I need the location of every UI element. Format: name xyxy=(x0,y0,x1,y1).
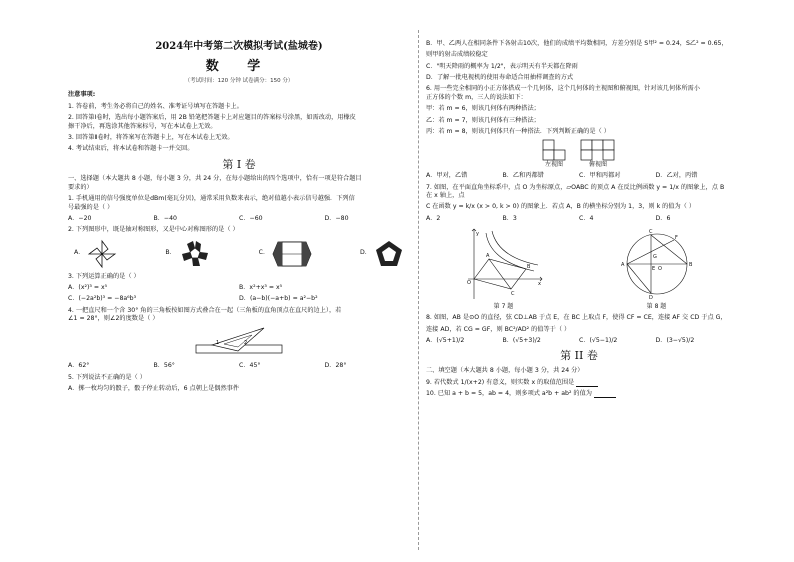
option-c: C．(−2a²b)³ = −8a⁶b³ xyxy=(68,295,137,303)
option-c: C．4 xyxy=(579,214,594,222)
svg-text:B: B xyxy=(688,262,692,269)
pentagon-flower-figure xyxy=(179,239,211,269)
circle-geometry-figure xyxy=(619,227,695,301)
column-divider xyxy=(418,30,419,550)
question-8-options xyxy=(426,337,732,345)
note-1: 1. 答卷前，考生务必将自己的姓名、准考证号填写在答题卡上。 xyxy=(68,102,243,110)
note-2-cont: 擦干净后，再选涂其他答案标号，写在本试卷上无效。 xyxy=(68,122,217,130)
section-2-title: 第 II 卷 xyxy=(560,349,598,363)
option-d: D．乙对，丙错 xyxy=(655,172,698,180)
ruler-triangle-figure xyxy=(194,325,284,359)
question-8-cont: 连接 AD，若 CG = GF，则 BC²/AD² 的值等于（ ） xyxy=(426,325,571,333)
question-7-options xyxy=(426,215,732,223)
option-a: A．甲对，乙错 xyxy=(426,172,468,180)
question-3: 3. 下列运算正确的是（ ） xyxy=(68,272,140,280)
svg-text:x: x xyxy=(537,281,541,288)
question-1-cont: 号最强的是（ ） xyxy=(68,203,114,211)
note-2: 2. 回答第Ⅰ卷时，选出每小题答案后，用 2B 铅笔把答题卡上对应题目的答案标号涂黑，如需改动，用橡皮 xyxy=(68,114,356,122)
question-5-option-c: C．"明天降雨的概率为 1/2"，表示明天有半天都在降雨 xyxy=(426,62,578,70)
question-7-cont: C 在函数 y = k/x (x > 0, k > 0) 的图象上．若点 A，B 的横坐标分别为 1，3，则 k 的值为（ ） xyxy=(426,203,696,211)
option-c: C．甲和丙都对 xyxy=(579,172,621,180)
option-b: B．3 xyxy=(502,214,517,222)
q2-option-d xyxy=(360,239,404,269)
option-c: C．(√5−1)/2 xyxy=(579,336,618,344)
option-c: C．−60 xyxy=(239,214,263,222)
question-6-yi: 乙：若 m = 7，则该几何体有三种搭法； xyxy=(426,116,540,124)
svg-text:G: G xyxy=(652,254,657,261)
left-column xyxy=(68,38,410,394)
subject-title: 数 学 xyxy=(205,58,273,74)
question-3-options-row2 xyxy=(68,295,410,303)
question-10-text: 10. 已知 a + b = 5，ab = 4，则多项式 a²b + ab² 的值为 xyxy=(426,389,592,397)
part2-intro: 二、填空题（本大题共 8 小题，每小题 3 分，共 24 分） xyxy=(426,367,584,375)
pinwheel-figure xyxy=(87,239,117,269)
svg-text:O: O xyxy=(657,266,662,273)
question-2-figures xyxy=(74,239,404,269)
svg-text:B: B xyxy=(526,264,530,271)
right-column xyxy=(426,40,732,398)
question-1: 1. 手机通用的信号强度单位是dBm(毫瓦分贝)，通常采用负数来表示，绝对值越小表示信号越强．下列信 xyxy=(68,195,355,203)
q7-q8-figures xyxy=(426,227,732,311)
option-d: D．6 xyxy=(655,214,671,222)
exam-title: 2024年中考第二次模拟考试(盐城卷) xyxy=(155,41,323,52)
option-d: D．(a−b)(−a+b) = a²−b² xyxy=(239,295,318,303)
option-a: A．(x²)³ = x⁵ xyxy=(68,283,108,291)
svg-text:C: C xyxy=(648,229,652,236)
question-2: 2. 下列图形中，既是轴对称图形，又是中心对称图形的是（ ） xyxy=(68,226,239,234)
option-b: B．乙和丙都错 xyxy=(502,172,544,180)
top-view-figure xyxy=(580,139,616,161)
q2-option-a xyxy=(74,239,117,269)
question-1-options xyxy=(68,215,410,223)
part1-intro: 一、选择题（本大题共 8 小题，每小题 3 分，共 24 分，在每小题给出的四个选项中，恰有一项是符合题目 xyxy=(68,175,362,183)
question-4: 4. 一把直尺和一个含 30° 角的三角板按如图方式叠合在一起（三角板的直角顶点在直尺的边上），若 xyxy=(68,306,342,314)
option-d: D．28° xyxy=(324,362,347,370)
option-b: B．(√5+3)/2 xyxy=(502,336,541,344)
q6-top-view xyxy=(580,139,616,169)
exam-info: （考试时间：120 分钟 试卷满分：150 分） xyxy=(184,78,294,85)
option-d: D．(3−√5)/2 xyxy=(655,336,695,344)
question-6-options xyxy=(426,172,732,180)
question-9 xyxy=(426,379,732,387)
notes-heading: 注意事项: xyxy=(68,91,96,99)
note-3: 3. 回答第Ⅱ卷时，将答案写在答题卡上，写在本试卷上无效。 xyxy=(68,133,234,141)
question-4-options xyxy=(68,362,410,370)
figure-7-caption: 第 7 题 xyxy=(493,303,514,311)
q2-option-b xyxy=(165,239,210,269)
question-3-options-row1 xyxy=(68,284,410,292)
svg-text:y: y xyxy=(475,231,479,238)
figure-8-caption: 第 8 题 xyxy=(646,303,667,311)
question-6: 6. 用一些完全相同的小正方体搭成一个几何体，这个几何体的主视图和俯视图，针对该几何体所需小 xyxy=(426,85,700,93)
figure-7 xyxy=(464,227,544,311)
option-b: B．x²+x³ = x⁵ xyxy=(239,283,283,291)
q6-left-view xyxy=(542,139,566,169)
option-d: D．−80 xyxy=(324,214,349,222)
question-5: 5. 下列说法不正确的是（ ） xyxy=(68,373,146,381)
nested-pentagon-figure xyxy=(374,239,404,269)
question-5-option-a: A．掷一枚均匀的骰子，骰子停止转动后，6 点朝上是偶然事件 xyxy=(68,385,240,393)
left-view-figure xyxy=(542,139,566,161)
option-a: A．−20 xyxy=(68,214,92,222)
question-5-option-b: B．甲、乙两人在相同条件下各射击10次，他们的成绩平均数相同，方差分别是 S甲² = 0.24，S乙² = 0.65， xyxy=(426,40,728,47)
option-b: B．−40 xyxy=(153,214,177,222)
coordinate-plane-figure xyxy=(464,227,544,301)
q2-label-d: D． xyxy=(360,249,371,257)
svg-text:F: F xyxy=(674,235,678,242)
q4-figure-wrap xyxy=(68,325,410,359)
note-4: 4. 考试结束后，将本试卷和答题卡一并交回。 xyxy=(68,145,194,153)
q2-option-c xyxy=(259,240,313,268)
figure-8 xyxy=(619,227,695,311)
option-a: A．(√5+1)/2 xyxy=(426,336,465,344)
svg-text:A: A xyxy=(485,253,489,260)
part1-intro-cont: 要求的） xyxy=(68,183,93,191)
question-6-jia: 甲：若 m = 6，则该几何体有两种搭法； xyxy=(426,105,540,113)
top-view-caption: 俯视图 xyxy=(588,161,607,169)
answer-blank xyxy=(576,380,598,387)
question-6-cont: 正方体的个数 m，三人的说法如下： xyxy=(426,93,527,101)
q2-label-c: C． xyxy=(258,249,270,257)
svg-text:A: A xyxy=(620,262,624,269)
question-7: 7. 如图，在平面直角坐标系中，点 O 为坐标原点，▱OABC 的顶点 A 在反比例函数 y = 1/x 的图象上，点 B 在 x 轴上，点 xyxy=(426,183,725,200)
q6-figures xyxy=(426,139,732,169)
option-a: A．62° xyxy=(68,362,90,370)
svg-text:C: C xyxy=(510,291,514,298)
question-6-bing: 丙：若 m = 8，则该几何体只有一种搭法．下列判断正确的是（ ） xyxy=(426,127,610,135)
section-1-title: 第 I 卷 xyxy=(222,157,256,171)
question-4-cont: ∠1 = 28°，则∠2的度数是（ ） xyxy=(68,315,159,323)
q2-label-a: A． xyxy=(74,249,85,257)
q2-label-b: B． xyxy=(165,249,176,257)
left-view-caption: 左视图 xyxy=(544,161,563,169)
svg-text:1: 1 xyxy=(216,340,220,347)
option-b: B．56° xyxy=(153,362,175,370)
question-9-text: 9. 若代数式 1/(x+2) 有意义，则实数 x 的取值范围是 xyxy=(426,378,575,386)
svg-text:2: 2 xyxy=(244,340,248,347)
question-5-option-d: D．了解一批电视机的使用寿命适合用抽样调查的方式 xyxy=(426,74,574,82)
svg-text:O: O xyxy=(466,280,471,287)
answer-blank xyxy=(594,391,616,398)
svg-text:D: D xyxy=(648,295,653,302)
question-10 xyxy=(426,390,732,398)
option-c: C．45° xyxy=(239,362,261,370)
svg-text:E: E xyxy=(651,266,655,273)
option-a: A．2 xyxy=(426,214,441,222)
hexagon-square-figure xyxy=(272,240,312,268)
question-8: 8. 如图，AB 是⊙O 的直径，弦 CD⊥AB 于点 E，在 BC 上取点 F，使得 CF = CE，连接 AF 交 CD 于点 G， xyxy=(426,314,727,322)
question-5-option-b-cont: 则甲的射击成绩较稳定 xyxy=(426,51,488,59)
